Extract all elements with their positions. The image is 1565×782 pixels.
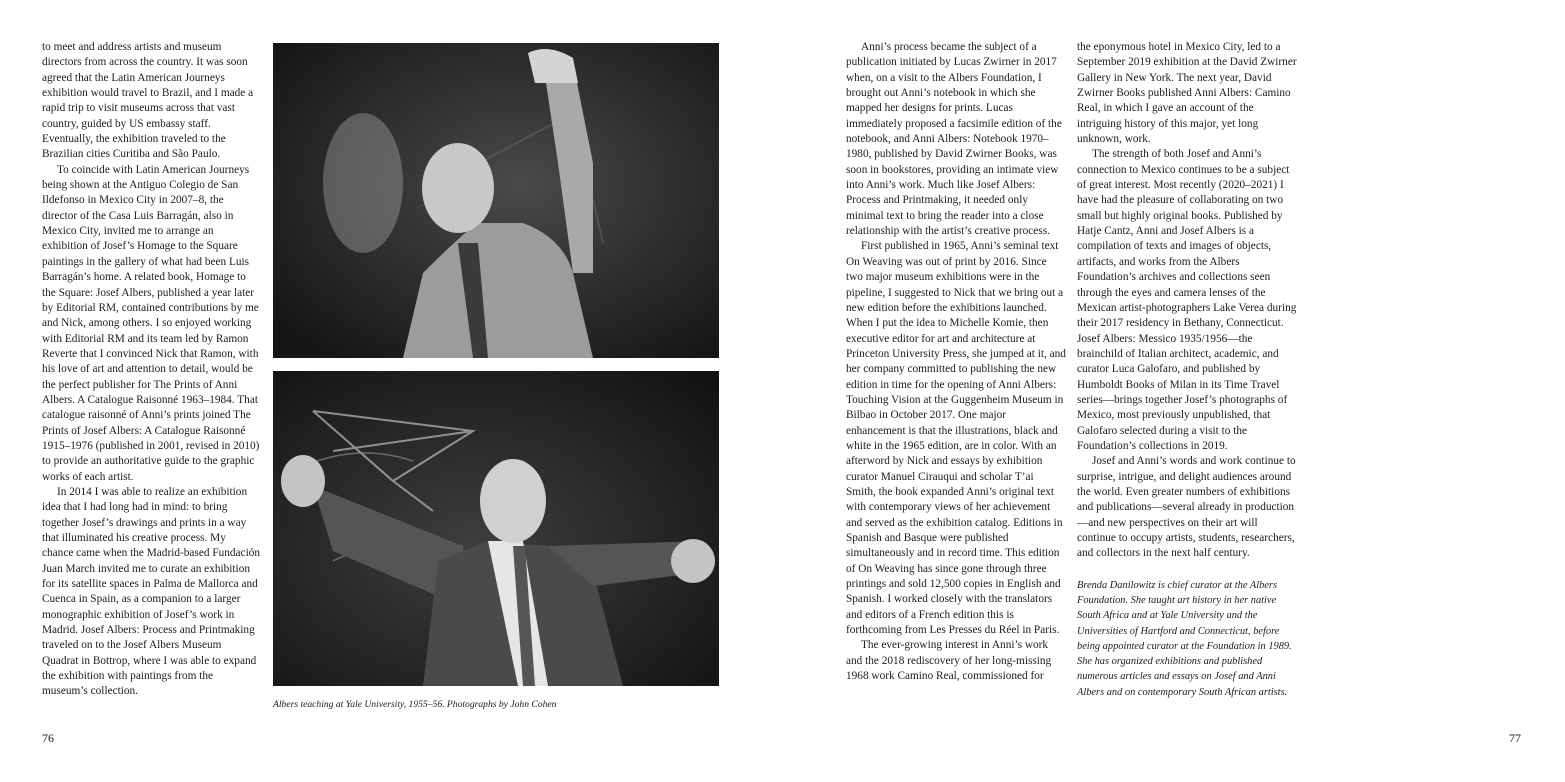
- paragraph: In 2014 I was able to realize an exhibition idea that I had long had in mind: to bring together Josef’s drawings and prints in a way that illuminated his creative process. My chance came when the Madrid-based Fundación Juan March invited me to curate an exhibition for its satellite spaces in Palma de Mallorca and Cuenca in Spain, as a companion to a larger monographic exhibition of Josef’s work in Madrid. Josef Albers: Process and Printmaking traveled on to the Josef Albers Museum Quadrat in Bottrop, where I was able to expand the exhibition with paintings from the museum’s collection.: [42, 485, 261, 698]
- right-text-column-1: [846, 40, 1066, 684]
- paragraph: Anni’s process became the subject of a publication initiated by Lucas Zwirner in 2017 when, on a visit to the Albers Foundation, I brought out Anni’s notebook in which she mapped her designs for prints. Lucas immediately proposed a facsimile edition of the notebook, and Anni Albers: Notebook 1970–1980, published by David Zwirner Books, was soon in bookstores, providing an intimate view into Anni’s work. Much like Josef Albers: Process and Printmaking, it needed only minimal text to bring the reader into a close relationship with the artist’s creative process.: [846, 41, 1062, 238]
- right-page: [782, 0, 1565, 782]
- paragraph: to meet and address artists and museum directors from across the country. It was soon agreed that the Latin American Journeys exhibition would travel to Brazil, and I made a rapid trip to visit museums across that vast country, guided by US embassy staff. Eventually, the exhibition traveled to the Brazilian cities Curitiba and São Paulo.: [42, 41, 254, 161]
- photo-albers-teaching-top: [273, 43, 719, 358]
- photo-albers-teaching-bottom: [273, 371, 719, 686]
- page-number: 76: [42, 731, 54, 745]
- left-page: [0, 0, 782, 782]
- photo-caption: Albers teaching at Yale University, 1955–56. Photographs by John Cohen: [273, 699, 557, 710]
- paragraph: Josef and Anni’s words and work continue to surprise, intrigue, and delight audiences around the world. Even greater numbers of exhibitions and publications—several already in production—and new perspectives on their art will continue to occupy artists, students, researchers, and collectors in the next half century.: [1077, 455, 1296, 560]
- page-number: 77: [1509, 731, 1521, 745]
- paragraph: the eponymous hotel in Mexico City, led to a September 2019 exhibition at the David Zwirner Gallery in New York. The next year, David Zwirner Books published Anni Albers: Camino Real, in which I gave an account of the intriguing history of this major, yet long unknown, work.: [1077, 41, 1297, 146]
- paragraph: The strength of both Josef and Anni’s connection to Mexico continues to be a subject of great interest. Most recently (2020–2021) I have had the pleasure of collaborating on two small but highly original books. Published by Hatje Cantz, Anni and Josef Albers is a compilation of texts and images of objects, artifacts, and works from the Albers Foundation’s archives and collections seen through the eyes and camera lenses of the Mexican artist-photographers Lake Verea during their 2017 residency in Bethany, Connecticut. Josef Albers: Messico 1935/1956—the brainchild of Italian architect, academic, and curator Luca Galofaro, and published by Humboldt Books of Milan in its Time Travel series—brings together Josef’s photographs of Mexico, most previously unpublished, that Galofaro selected during a visit to the Foundation’s collections in 2019.: [1077, 148, 1297, 452]
- right-text-column-2: [1077, 40, 1297, 700]
- paragraph: First published in 1965, Anni’s seminal text On Weaving was out of print by 2016. Since two major museum exhibitions were in the pipeline, I suggested to Nick that we bring out a new edition before the exhibitions launched. When I put the idea to Michelle Komie, then executive editor for art and architecture at Princeton University Press, she jumped at it, and her company committed to publishing the new edition in time for the opening of Anni Albers: Touching Vision at the Guggenheim Museum in Bilbao in October 2017. One major enhancement is that the illustrations, black and white in the 1965 edition, are in color. With an afterword by Nick and essays by exhibition curator Manuel Cirauqui and scholar T’ai Smith, the book expanded Anni’s original text with contemporary views of her achievement and served as the exhibition catalog. Editions in Spanish and Basque were published simultaneously and in record time. This edition of On Weaving has since gone through three printings and sold 12,500 copies in English and Spanish. I worked closely with the translators and editors of a French edition this is forthcoming from Les Presses du Réel in Paris.: [846, 240, 1066, 637]
- paragraph: To coincide with Latin American Journeys being shown at the Antiguo Colegio de San Ildefonso in Mexico City in 2007–8, the director of the Casa Luis Barragán, also in Mexico City, invited me to arrange an exhibition of Josef’s Homage to the Square paintings in the gallery of what had been Luis Barragán’s home. A related book, Homage to the Square: Josef Albers, published a year later by Editorial RM, contained contributions by me and Nick, among others. I so enjoyed working with Editorial RM and its team led by Ramon Reverte that I convinced Nick that Ramon, with his love of art and attention to detail, would be the perfect publisher for The Prints of Anni Albers. A Catalogue Raisonné 1963–1984. That catalogue raisonné of Anni’s prints joined The Prints of Josef Albers: A Catalogue Raisonné 1915–1976 (published in 2001, revised in 2010) to provide an authoritative guide to the graphic works of each artist.: [42, 163, 260, 483]
- paragraph: The ever-growing interest in Anni’s work and the 2018 rediscovery of her long-missing 1968 work Camino Real, commissioned for: [846, 639, 1052, 683]
- left-text-column: [42, 40, 260, 700]
- author-bio: Brenda Danilowitz is chief curator at the Albers Foundation. She taught art history in her native South Africa and at Yale University and the Universities of Hartford and Connecticut, before being appointed curator at the Foundation in 1989. She has organized exhibitions and published numerous articles and essays on Josef and Anni Albers and on contemporary South African artists.: [1077, 579, 1292, 698]
